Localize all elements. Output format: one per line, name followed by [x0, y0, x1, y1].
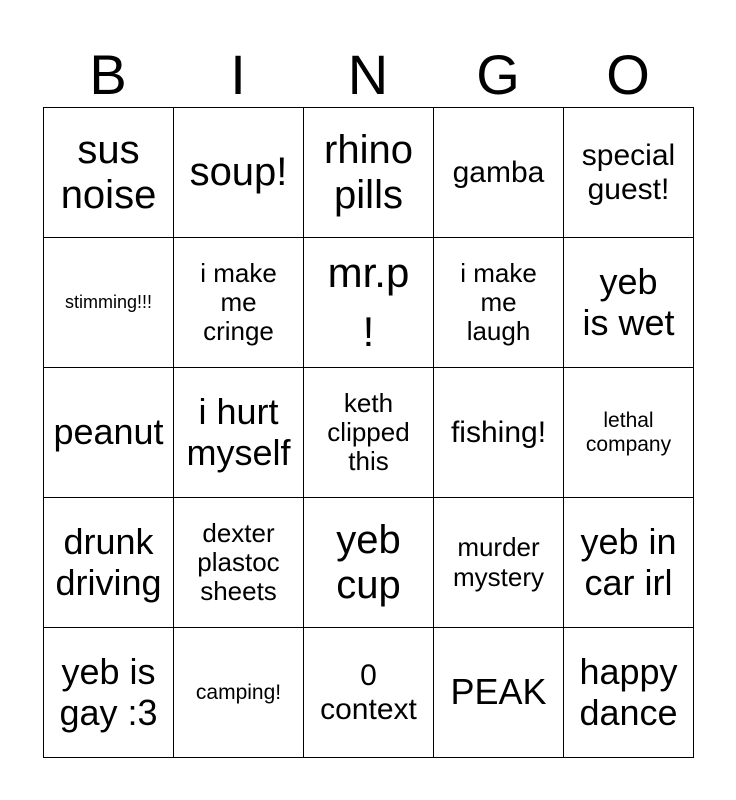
bingo-cell[interactable] [564, 368, 694, 498]
header-letter-g: G [476, 43, 520, 106]
cell-text: drunk driving [55, 521, 162, 603]
cell-text: 0 context [320, 658, 417, 726]
bingo-cell[interactable] [174, 628, 304, 758]
bingo-cell[interactable] [434, 498, 564, 628]
cell-text: yeb in car irl [580, 521, 677, 603]
bingo-cell[interactable] [44, 498, 174, 628]
cell-text: i hurt myself [186, 391, 291, 473]
bingo-cell[interactable] [174, 498, 304, 628]
bingo-cell[interactable] [44, 628, 174, 758]
cell-text: lethal company [585, 408, 672, 456]
cell-text: murder mystery [453, 532, 544, 592]
header-letter-n: N [347, 43, 389, 106]
bingo-cell[interactable] [174, 368, 304, 498]
bingo-board [43, 107, 694, 758]
cell-text: gamba [452, 155, 545, 189]
cell-text: keth clipped this [327, 387, 410, 477]
cell-text: camping! [195, 680, 282, 704]
bingo-cell[interactable] [304, 498, 434, 628]
bingo-cell[interactable] [564, 498, 694, 628]
cell-text: sus noise [60, 127, 157, 217]
bingo-cell[interactable] [434, 108, 564, 238]
bingo-cell[interactable] [174, 238, 304, 368]
bingo-header [43, 42, 693, 108]
cell-text: special guest! [581, 138, 676, 206]
header-letter-b: B [89, 43, 127, 106]
bingo-cell[interactable] [564, 108, 694, 238]
cell-text: soup! [189, 150, 288, 195]
header-letter-o: O [606, 43, 650, 106]
cell-text: happy dance [579, 651, 678, 733]
header-letter-i: I [230, 43, 246, 106]
bingo-cell[interactable] [564, 238, 694, 368]
cell-text: fishing! [450, 415, 547, 449]
bingo-cell[interactable] [304, 108, 434, 238]
cell-text: PEAK [450, 671, 547, 713]
cell-text: i make me cringe [200, 257, 277, 347]
cell-text: rhino pills [324, 127, 413, 217]
bingo-cell[interactable] [44, 108, 174, 238]
bingo-cell[interactable] [44, 368, 174, 498]
bingo-cell[interactable] [304, 368, 434, 498]
cell-text: yeb cup [336, 517, 401, 607]
cell-text: i make me laugh [460, 257, 537, 347]
bingo-cell[interactable] [434, 238, 564, 368]
cell-text: yeb is gay :3 [59, 651, 158, 733]
bingo-cell[interactable] [44, 238, 174, 368]
cell-text: yeb is wet [582, 261, 675, 343]
bingo-cell[interactable] [564, 628, 694, 758]
bingo-cell[interactable] [434, 628, 564, 758]
bingo-cell[interactable] [174, 108, 304, 238]
bingo-cell[interactable] [304, 628, 434, 758]
bingo-cell[interactable] [434, 368, 564, 498]
cell-text: mr.p ! [327, 248, 410, 355]
bingo-cell[interactable] [304, 238, 434, 368]
cell-text: dexter plastoc sheets [197, 517, 280, 607]
cell-text: peanut [53, 411, 164, 453]
cell-text: stimming!!! [64, 292, 152, 313]
